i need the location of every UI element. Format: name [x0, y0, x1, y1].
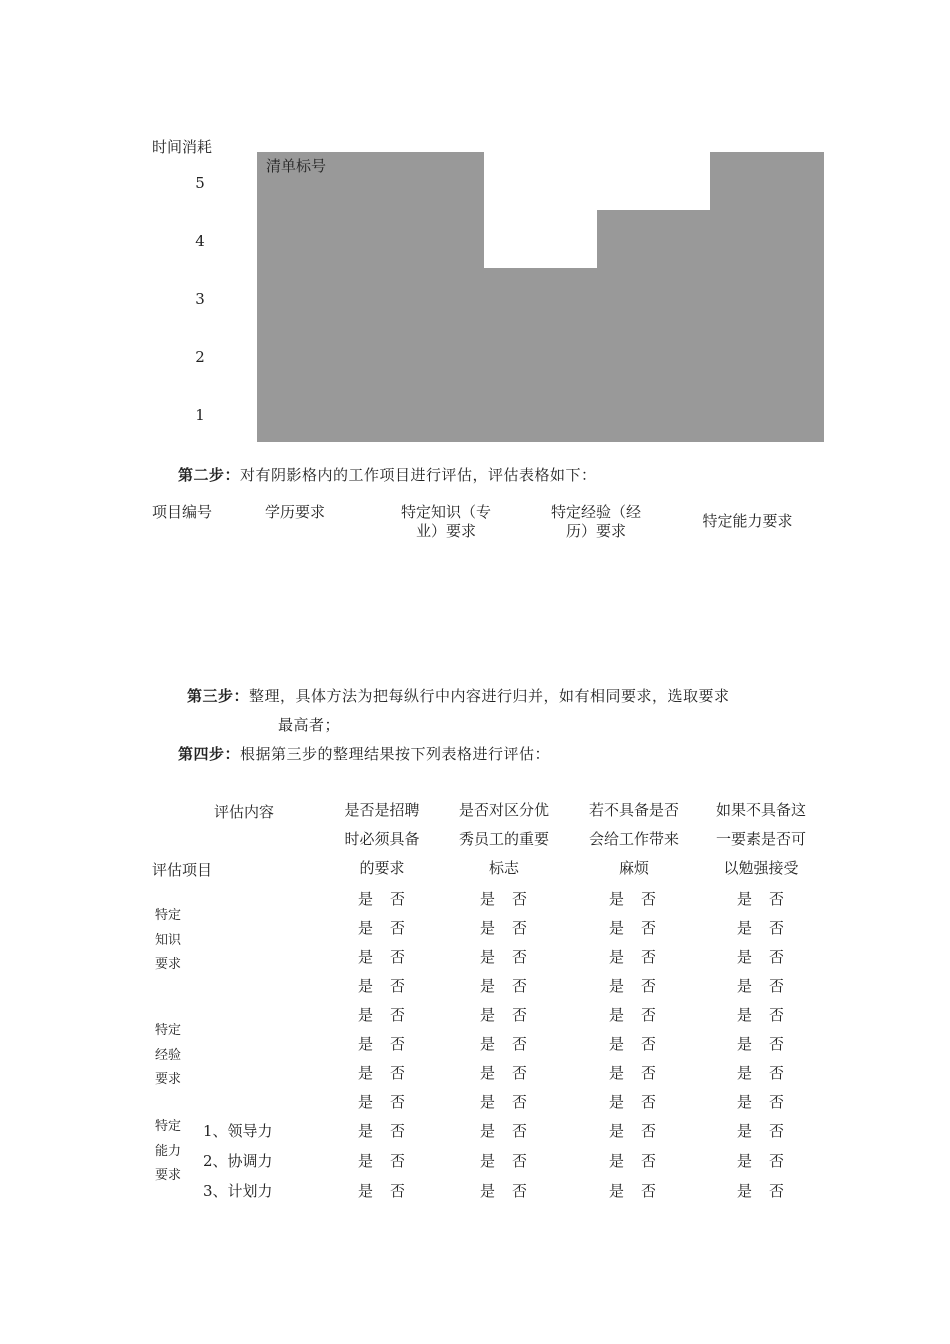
no-option[interactable]: 否 — [512, 1182, 528, 1200]
no-option[interactable]: 否 — [512, 1122, 528, 1140]
knowledge-label-3: 要求 — [155, 957, 182, 972]
shaded-step-4 — [710, 152, 824, 442]
no-option[interactable]: 否 — [641, 1182, 657, 1200]
no-option[interactable]: 否 — [769, 977, 785, 995]
step4-text: 根据第三步的整理结果按下列表格进行评估： — [240, 745, 551, 763]
no-option[interactable]: 否 — [512, 1093, 528, 1111]
yes-option[interactable]: 是 — [480, 948, 496, 966]
no-option[interactable]: 否 — [390, 919, 406, 937]
step3-line1 — [187, 685, 730, 706]
ability-item-leadership: 1、领导力 — [203, 1122, 273, 1140]
experience-label-2: 经验 — [155, 1047, 182, 1063]
yes-option[interactable]: 是 — [358, 977, 374, 995]
col4-line1: 如果不具备这 — [715, 801, 806, 819]
shaded-step-2 — [484, 268, 597, 442]
no-option[interactable]: 否 — [769, 1152, 785, 1170]
no-option[interactable]: 否 — [769, 1122, 785, 1140]
no-option[interactable]: 否 — [769, 948, 785, 966]
yes-option[interactable]: 是 — [737, 1122, 753, 1140]
no-option[interactable]: 否 — [390, 1064, 406, 1082]
knowledge-label-1: 特定 — [155, 908, 182, 923]
yes-option[interactable]: 是 — [358, 1093, 374, 1111]
yes-option[interactable]: 是 — [480, 977, 496, 995]
step2-text: 对有阴影格内的工作项目进行评估，评估表格如下： — [240, 466, 597, 484]
yes-option[interactable]: 是 — [480, 919, 496, 937]
yes-option[interactable]: 是 — [737, 1093, 753, 1111]
yes-option[interactable]: 是 — [358, 1006, 374, 1024]
no-option[interactable]: 否 — [512, 919, 528, 937]
ability-label-2: 能力 — [155, 1143, 182, 1159]
step3-text: 整理，具体方法为把每纵行中内容进行归并，如有相同要求，选取要求 — [249, 687, 730, 705]
no-option[interactable]: 否 — [641, 1064, 657, 1082]
yes-option[interactable]: 是 — [609, 1182, 625, 1200]
ability-item-coordination: 2、协调力 — [203, 1152, 273, 1170]
chart-inner-label: 清单标号 — [266, 157, 327, 175]
yes-option[interactable]: 是 — [480, 890, 496, 908]
no-option[interactable]: 否 — [769, 890, 785, 908]
no-option[interactable]: 否 — [512, 1006, 528, 1024]
col4-line2: 一要素是否可 — [715, 830, 806, 848]
no-option[interactable]: 否 — [769, 1064, 785, 1082]
table-col-header-4 — [700, 796, 822, 883]
no-option[interactable]: 否 — [390, 890, 406, 908]
yes-option[interactable]: 是 — [480, 1093, 496, 1111]
no-option[interactable]: 否 — [512, 948, 528, 966]
experience-label-1: 特定 — [155, 1023, 182, 1038]
no-option[interactable]: 否 — [390, 1122, 406, 1140]
step4-line — [178, 743, 550, 764]
no-option[interactable]: 否 — [641, 1152, 657, 1170]
no-option[interactable]: 否 — [390, 1035, 406, 1053]
yes-option[interactable]: 是 — [737, 890, 753, 908]
yes-option[interactable]: 是 — [480, 1006, 496, 1024]
yes-option[interactable]: 是 — [358, 1152, 374, 1170]
no-option[interactable]: 否 — [512, 890, 528, 908]
yes-option[interactable]: 是 — [737, 948, 753, 966]
step2-header-ability: 特定能力要求 — [702, 512, 793, 530]
group-label-ability — [155, 1115, 181, 1189]
yes-option[interactable]: 是 — [480, 1182, 496, 1200]
yes-option[interactable]: 是 — [480, 1152, 496, 1170]
col3-line2: 会给工作带来 — [588, 830, 679, 848]
yes-option[interactable]: 是 — [358, 1182, 374, 1200]
y-tick-1: 1 — [195, 406, 205, 424]
no-option[interactable]: 否 — [641, 1006, 657, 1024]
step2-title: 第二步： — [178, 466, 241, 484]
yes-option[interactable]: 是 — [609, 1035, 625, 1053]
no-option[interactable]: 否 — [512, 977, 528, 995]
no-option[interactable]: 否 — [769, 1182, 785, 1200]
no-option[interactable]: 否 — [390, 1093, 406, 1111]
ability-item-planning: 3、计划力 — [203, 1182, 273, 1200]
table-corner-bottom: 评估项目 — [152, 861, 213, 879]
col2-line3: 标志 — [488, 859, 519, 877]
ability-label-1: 特定 — [155, 1119, 182, 1134]
yes-option[interactable]: 是 — [737, 1152, 753, 1170]
yes-option[interactable]: 是 — [358, 919, 374, 937]
no-option[interactable]: 否 — [641, 1093, 657, 1111]
step2-header-education: 学历要求 — [264, 503, 325, 521]
yes-option[interactable]: 是 — [609, 1152, 625, 1170]
step3-line2: 最高者； — [278, 716, 341, 734]
yes-option[interactable]: 是 — [358, 948, 374, 966]
step2-header-id: 项目编号 — [152, 503, 213, 521]
y-tick-3: 3 — [195, 290, 205, 308]
yes-option[interactable]: 是 — [358, 1122, 374, 1140]
step3-title: 第三步： — [187, 687, 250, 705]
no-option[interactable]: 否 — [390, 948, 406, 966]
shaded-step-1 — [257, 152, 484, 442]
yes-option[interactable]: 是 — [480, 1064, 496, 1082]
no-option[interactable]: 否 — [769, 919, 785, 937]
col3-line1: 若不具备是否 — [588, 801, 679, 819]
yes-option[interactable]: 是 — [737, 919, 753, 937]
no-option[interactable]: 否 — [512, 1152, 528, 1170]
col4-line3: 以勉强接受 — [723, 859, 799, 877]
col1-line1: 是否是招聘 — [344, 801, 420, 819]
table-col-header-1 — [322, 796, 442, 883]
col2-line1: 是否对区分优 — [458, 801, 549, 819]
yes-option[interactable]: 是 — [609, 1064, 625, 1082]
yes-option[interactable]: 是 — [480, 1122, 496, 1140]
yes-option[interactable]: 是 — [737, 1006, 753, 1024]
chart-y-label: 时间消耗 — [152, 138, 213, 156]
yes-option[interactable]: 是 — [609, 919, 625, 937]
no-option[interactable]: 否 — [390, 1182, 406, 1200]
yes-option[interactable]: 是 — [609, 1122, 625, 1140]
yes-option[interactable]: 是 — [358, 1035, 374, 1053]
no-option[interactable]: 否 — [769, 1006, 785, 1024]
yes-option[interactable]: 是 — [609, 977, 625, 995]
yes-option[interactable]: 是 — [737, 1182, 753, 1200]
yes-option[interactable]: 是 — [737, 1064, 753, 1082]
table-col-header-3 — [573, 796, 695, 883]
col2-line2: 秀员工的重要 — [458, 830, 549, 848]
no-option[interactable]: 否 — [390, 977, 406, 995]
yes-option[interactable]: 是 — [480, 1035, 496, 1053]
yes-option[interactable]: 是 — [609, 890, 625, 908]
y-tick-2: 2 — [195, 348, 205, 366]
no-option[interactable]: 否 — [769, 1035, 785, 1053]
group-label-knowledge — [155, 904, 181, 978]
experience-label-3: 要求 — [155, 1072, 182, 1087]
no-option[interactable]: 否 — [390, 1006, 406, 1024]
no-option[interactable]: 否 — [641, 919, 657, 937]
no-option[interactable]: 否 — [512, 1064, 528, 1082]
no-option[interactable]: 否 — [512, 1035, 528, 1053]
ability-label-3: 要求 — [155, 1168, 182, 1183]
yes-option[interactable]: 是 — [737, 977, 753, 995]
shaded-step-3 — [597, 210, 710, 442]
no-option[interactable]: 否 — [641, 977, 657, 995]
no-option[interactable]: 否 — [641, 948, 657, 966]
no-option[interactable]: 否 — [641, 1035, 657, 1053]
col1-line2: 时必须具备 — [344, 830, 420, 848]
step2-header-experience: 特定经验（经历）要求 — [550, 503, 641, 540]
yes-option[interactable]: 是 — [358, 1064, 374, 1082]
no-option[interactable]: 否 — [641, 1122, 657, 1140]
step4-title: 第四步： — [178, 745, 241, 763]
no-option[interactable]: 否 — [641, 890, 657, 908]
step2-line — [178, 464, 597, 485]
col3-line3: 麻烦 — [618, 859, 649, 877]
yes-option[interactable]: 是 — [358, 890, 374, 908]
no-option[interactable]: 否 — [390, 1152, 406, 1170]
y-tick-5: 5 — [195, 174, 205, 192]
yes-option[interactable]: 是 — [609, 948, 625, 966]
yes-option[interactable]: 是 — [609, 1006, 625, 1024]
y-tick-4: 4 — [195, 232, 205, 250]
knowledge-label-2: 知识 — [155, 932, 182, 948]
yes-option[interactable]: 是 — [737, 1035, 753, 1053]
col1-line3: 的要求 — [359, 859, 405, 877]
yes-option[interactable]: 是 — [609, 1093, 625, 1111]
no-option[interactable]: 否 — [769, 1093, 785, 1111]
step2-header-knowledge: 特定知识（专业）要求 — [400, 503, 491, 540]
table-corner-top: 评估内容 — [214, 803, 275, 821]
table-col-header-2 — [444, 796, 564, 883]
group-label-experience — [155, 1019, 181, 1093]
